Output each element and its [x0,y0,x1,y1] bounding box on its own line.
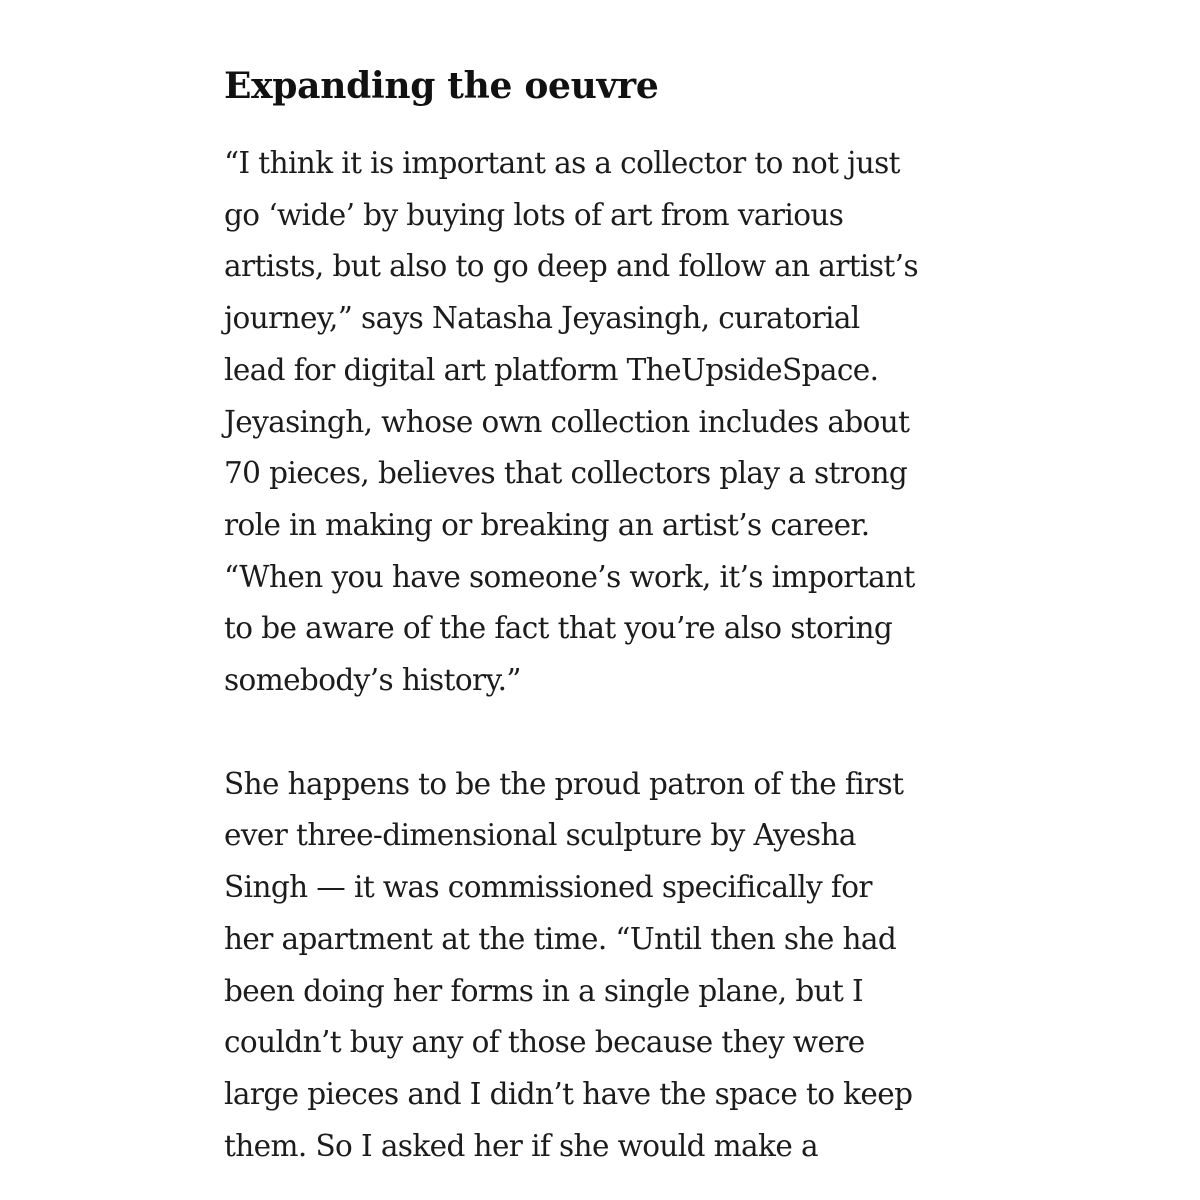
article-body [224,56,984,1172]
text-line: Jeyasingh, whose own collection includes about [224,404,910,439]
text-line: been doing her forms in a single plane, but I [224,973,864,1008]
text-line: her apartment at the time. “Until then she had [224,921,897,956]
text-line: “When you have someone’s work, it’s important [224,559,915,594]
text-line: to be aware of the fact that you’re also storing [224,611,893,646]
text-line: 70 pieces, believes that collectors play a strong [224,456,908,491]
text-line: go ‘wide’ by buying lots of art from various [224,197,844,232]
text-line: them. So I asked her if she would make a [224,1128,818,1163]
text-line: role in making or breaking an artist’s career. [224,507,870,542]
text-line: Singh — it was commissioned specifically for [224,870,872,905]
text-line: “I think it is important as a collector to not just [224,146,900,180]
text-line: artists, but also to go deep and follow an artist’s [224,249,918,284]
paragraph-2 [224,759,984,1173]
paragraph-1 [224,138,984,707]
text-line: lead for digital art platform TheUpsideSpace. [224,352,879,387]
text-line: She happens to be the proud patron of the first [224,766,904,801]
text-line: ever three-dimensional sculpture by Ayesha [224,818,856,853]
section-heading: Expanding the oeuvre [224,65,659,107]
text-line: somebody’s history.” [224,663,521,698]
text-line: couldn’t buy any of those because they were [224,1025,865,1060]
text-line: large pieces and I didn’t have the space to keep [224,1076,913,1111]
text-line: journey,” says Natasha Jeyasingh, curatorial [224,301,860,336]
